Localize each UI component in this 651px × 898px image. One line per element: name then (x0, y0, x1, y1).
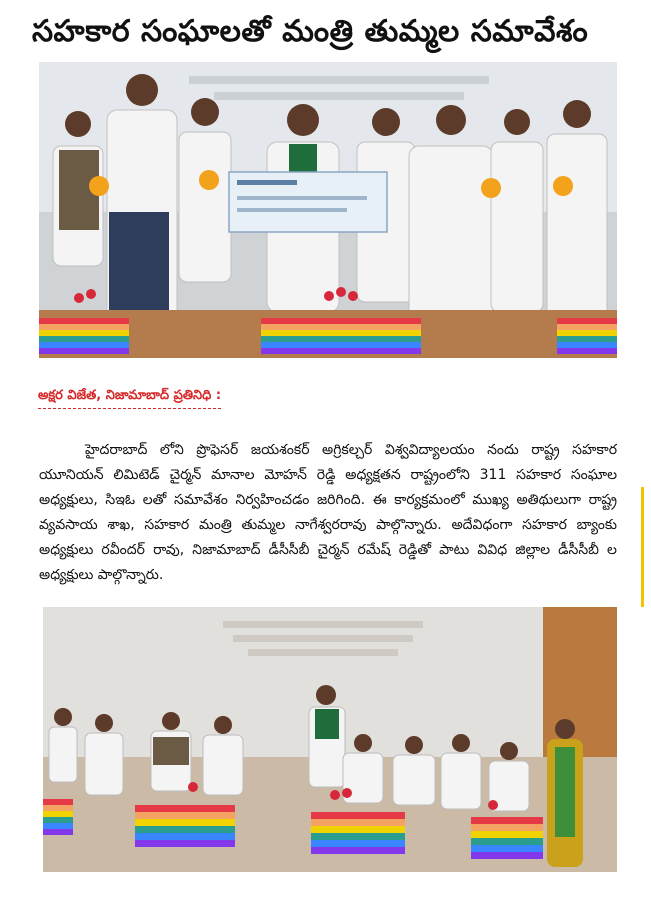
minister-address-photo (43, 607, 617, 872)
article-headline: సహకార సంఘాలతో మంత్రి తుమ్మల సమావేశం (32, 14, 589, 49)
minister-address-illustration (43, 607, 617, 872)
cheque-presentation-illustration (39, 62, 617, 358)
article-body: హైదరాబాద్ లోని ప్రొఫెసర్ జయశంకర్ అగ్రికల్చర్ విశ్వవిద్యాలయం నందు రాష్ట్ర సహకార యూనియన్ లిమిటెడ్ చైర్మన్ మానాల మోహన్ రెడ్డి అధ్యక్షతన రాష్ట్రంలోని 311 సహకార సంఘాల అధ్యక్షులు, సిఇఓ లతో సమావేశం నిర్వహించడం జరిగింది. ఈ కార్యక్రమంలో ముఖ్య అతిథులుగా రాష్ట్ర వ్యవసాయ శాఖ, సహకార మంత్రి తుమ్మల నాగేశ్వరరావు పాల్గొన్నారు. అదేవిధంగా సహకార బ్యాంకు అధ్యక్షులు రవీందర్ రావు, నిజామాబాద్ డీసీసీబీ చైర్మన్ రమేష్ రెడ్డితో పాటు వివిధ జిల్లాల డీసీసీబీ ల అధ్యక్షులు పాల్గొన్నారు. (39, 442, 617, 583)
accent-rule (641, 487, 644, 607)
article-byline: అక్షర విజేత, నిజామాబాద్ ప్రతినిధి : (38, 388, 221, 409)
cheque-presentation-photo (39, 62, 617, 358)
